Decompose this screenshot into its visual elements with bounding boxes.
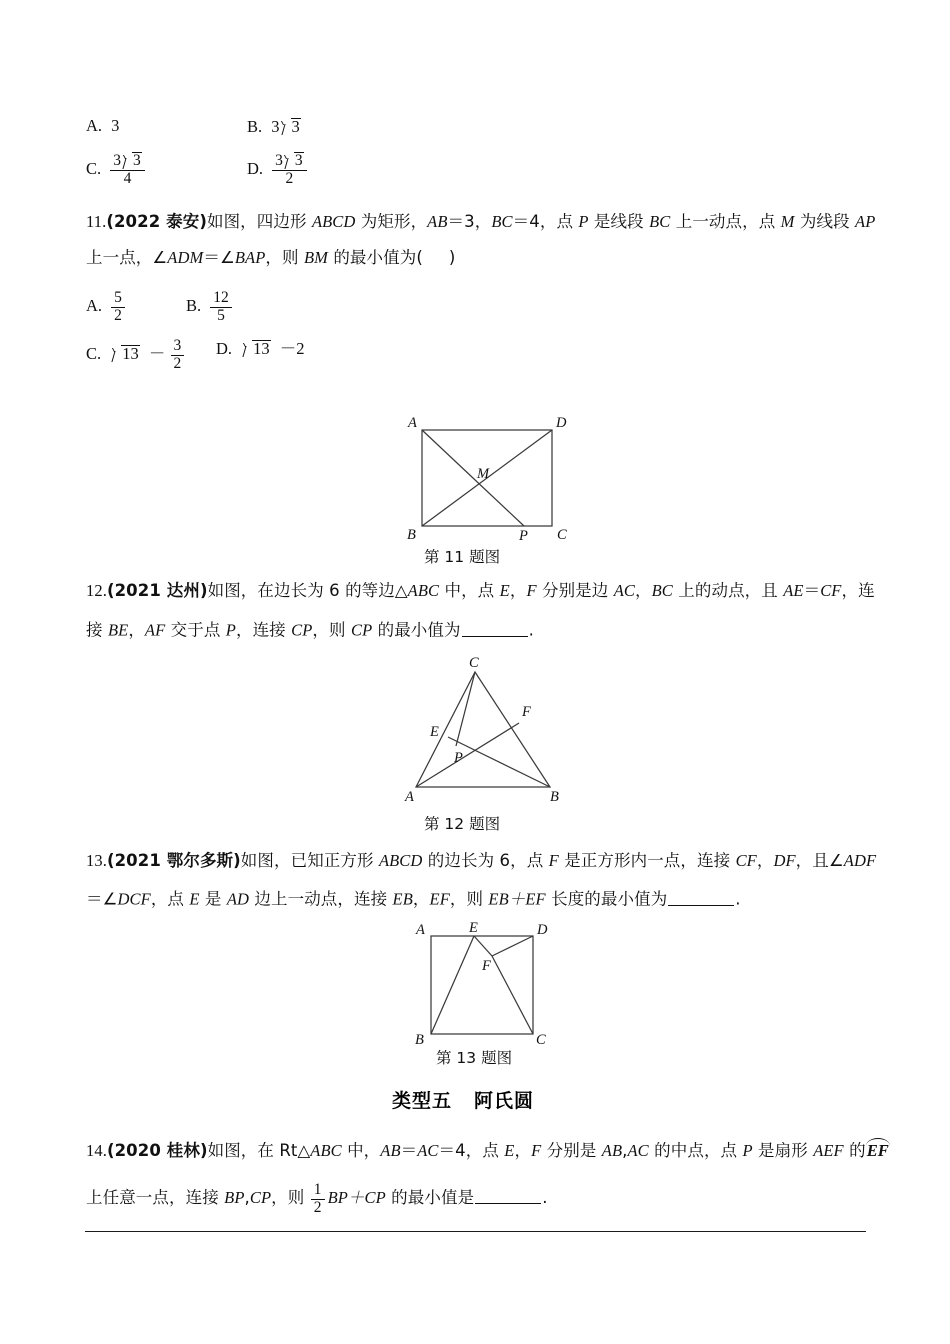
- fraction: $\frac{1}{2}$: [311, 1182, 325, 1216]
- option-D-q10: [247, 152, 308, 187]
- page-bottom-rule: [85, 1231, 866, 1232]
- option-B-q10: [247, 118, 301, 136]
- fraction-denominator: 2: [272, 170, 307, 188]
- radical-icon: 3: [281, 118, 301, 136]
- option-B-label: B.: [186, 296, 202, 316]
- label-B: B: [415, 1032, 424, 1048]
- arc-ef-label: EF: [866, 1141, 889, 1160]
- option-A-value: 3: [111, 116, 120, 135]
- label-A: A: [408, 415, 417, 431]
- option-B-label: B.: [247, 117, 263, 136]
- label-B: B: [407, 527, 416, 543]
- question-source: (2020 桂林): [106, 1141, 208, 1160]
- label-C: C: [536, 1032, 546, 1048]
- answer-blank[interactable]: [475, 1188, 541, 1205]
- fraction-numerator: 3 3: [275, 152, 303, 169]
- option-C-q11: C. 13 － $\frac{3}{2}$: [86, 338, 185, 372]
- label-P: P: [454, 750, 463, 766]
- question-number: 11.: [86, 212, 107, 231]
- radical-icon: 13: [111, 345, 140, 363]
- option-A-q10: [86, 118, 119, 135]
- figure-11: [400, 412, 590, 542]
- fraction: $\frac{3}{2}$: [171, 338, 185, 372]
- label-A: A: [416, 922, 425, 938]
- question-12-line-1: 12.(2021 达州)如图，在边长为 6 的等边△ABC 中，点 E，F 分别是边 AC，BC 上的动点，且 AE＝CF，连: [86, 581, 875, 600]
- question-source: (2022 泰安): [106, 212, 207, 231]
- question-14-line-2: 上任意一点，连接 BP,CP，则 $\frac{1}{2}$ BP＋CP 的最小值是 .: [86, 1181, 548, 1216]
- question-13-line-2: ＝∠DCF，点 E 是 AD 边上一动点，连接 EB，EF，则 EB＋EF 长度的最小值为 .: [86, 889, 741, 909]
- label-E: E: [430, 724, 439, 740]
- question-number: 13.: [86, 851, 107, 870]
- option-B-value: 3 3: [271, 117, 300, 136]
- label-D: D: [556, 415, 567, 431]
- segment-ef: [474, 936, 492, 956]
- fraction-denominator: 4: [110, 170, 145, 188]
- section-heading: [392, 1086, 534, 1113]
- figure-13: [412, 920, 577, 1048]
- question-source: (2021 达州): [106, 581, 208, 600]
- fraction: [110, 152, 145, 187]
- fraction: $\frac{5}{2}$: [111, 290, 125, 324]
- answer-blank[interactable]: [668, 889, 734, 906]
- segment-eb: [431, 936, 474, 1034]
- segment-cp: [456, 672, 475, 746]
- answer-blank[interactable]: [462, 620, 528, 637]
- radical-icon: 13: [242, 340, 271, 358]
- option-A-q11: [86, 290, 126, 324]
- fraction-numerator: 3 3: [113, 152, 141, 169]
- label-A: A: [405, 789, 414, 805]
- label-C: C: [469, 655, 479, 671]
- question-source: (2021 鄂尔多斯): [106, 851, 241, 870]
- question-number: 12.: [86, 581, 107, 600]
- question-11-line-2: 上一点，∠ADM＝∠BAP，则 BM 的最小值为( ): [86, 248, 456, 267]
- label-M: M: [477, 466, 490, 482]
- square-abcd: [431, 936, 533, 1034]
- question-11-line-1: 11.(2022 泰安)如图，四边形 ABCD 为矩形，AB＝3，BC＝4，点 P 是线段 BC 上一动点，点 M 为线段 AP: [86, 212, 876, 231]
- fraction: $\frac{12}{5}$: [210, 290, 232, 324]
- label-E: E: [469, 920, 478, 936]
- option-A-label: A.: [86, 296, 103, 316]
- segment-fd: [492, 936, 533, 956]
- figure-11-caption: 第 11 题图: [424, 548, 501, 566]
- question-12-line-2: 接 BE，AF 交于点 P，连接 CP，则 CP 的最小值为 .: [86, 620, 534, 640]
- label-C: C: [557, 527, 567, 543]
- option-A-label: A.: [86, 116, 103, 135]
- option-D-q11: D. 13 －2: [216, 339, 305, 358]
- radical-icon: 3: [122, 152, 142, 170]
- option-C-label: C.: [86, 344, 102, 364]
- label-B: B: [550, 789, 559, 805]
- segment-be: [448, 737, 550, 787]
- figure-12: [398, 652, 588, 805]
- section-type-label: 类型五: [392, 1090, 453, 1112]
- figure-13-caption: 第 13 题图: [436, 1049, 513, 1067]
- segment-fc: [492, 956, 533, 1034]
- label-F: F: [522, 704, 531, 720]
- option-D-label: D.: [247, 159, 264, 179]
- question-13-line-1: 13.(2021 鄂尔多斯)如图，已知正方形 ABCD 的边长为 6，点 F 是正方形内一点，连接 CF，DF，且∠ADF: [86, 851, 877, 870]
- option-C-q10: [86, 152, 146, 187]
- question-number: 14.: [86, 1141, 107, 1160]
- option-B-q11: [186, 290, 233, 324]
- section-title: 阿氏圆: [474, 1090, 535, 1112]
- figure-12-caption: 第 12 题图: [424, 815, 501, 833]
- option-C-label: C.: [86, 159, 102, 179]
- option-D-label: D.: [216, 339, 233, 358]
- label-F: F: [482, 958, 491, 974]
- radical-icon: 3: [284, 152, 304, 170]
- label-P: P: [519, 528, 528, 544]
- label-D: D: [537, 922, 548, 938]
- segment-ap: [422, 430, 524, 526]
- question-14-line-1: 14.(2020 桂林)如图，在 Rt△ABC 中，AB＝AC＝4，点 E，F 分别是 AB,AC 的中点，点 P 是扇形 AEF 的EF: [86, 1141, 889, 1160]
- fraction: [272, 152, 307, 187]
